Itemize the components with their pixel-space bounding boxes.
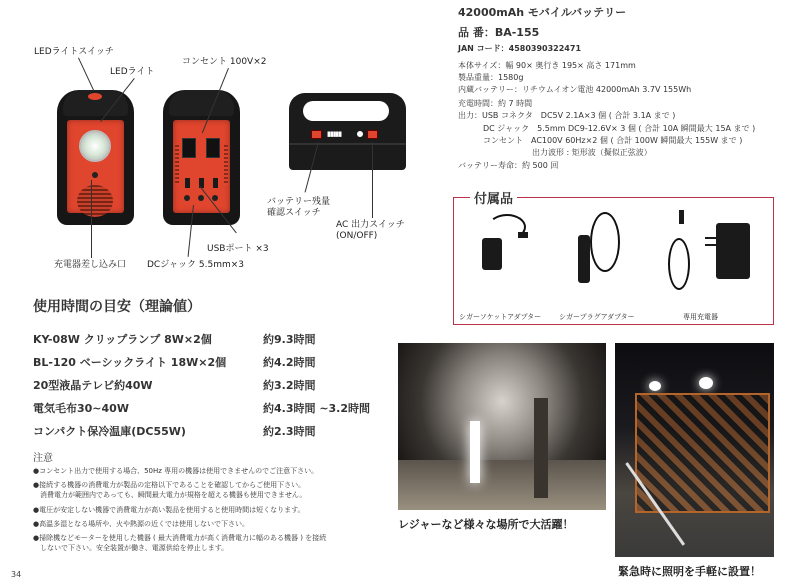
accessories-title: 付属品 — [470, 188, 517, 207]
cigar-plug-adapter-image — [578, 235, 590, 283]
caution-item: ●コンセント出力で使用する場合、50Hz 専用の機器は使用できませんのでご注意下さい。 — [33, 467, 319, 475]
caution-item: ●高温多湿となる場所や、火や熱源の近くでは使用しないで下さい。 — [33, 520, 249, 528]
label-led-light: LEDライト — [110, 67, 155, 77]
label-dc-jack: DCジャック 5.5mm×3 — [147, 260, 245, 270]
product-model: 品 番：BA-155 — [458, 26, 540, 39]
product-title: 42000mAh モバイルバッテリー — [458, 6, 627, 19]
dc-jack — [184, 195, 190, 201]
spec-battery: 内蔵バッテリー：リチウムイオン電池 42000mAh 3.7V 155Wh — [458, 85, 692, 94]
runtime-time: 約4.2時間 — [263, 356, 316, 369]
indicator-lamp — [357, 131, 363, 137]
leader-line — [78, 58, 94, 91]
device-back-view — [163, 90, 240, 225]
charger-port — [92, 172, 98, 178]
accessory-label: シガーソケットアダプター — [459, 313, 542, 321]
label-ac-switch: AC 出力スイッチ (ON/OFF) — [336, 220, 405, 241]
cigar-socket-adapter-image — [482, 238, 502, 270]
runtime-device: 20型液晶テレビ約40W — [33, 379, 153, 392]
accessory-label: 専用充電器 — [683, 313, 718, 321]
spec-output-usb: 出力：USB コネクタ DC5V 2.1A×3 個 ( 合計 3.1A まで ) — [458, 111, 676, 120]
photo-fence-night — [615, 343, 774, 557]
caution-item: ●接続する機器の消費電力が製品の定格以下であることを確認してからご使用下さい。 — [33, 481, 306, 489]
runtime-time: 約3.2時間 — [263, 379, 316, 392]
battery-check-button — [311, 130, 322, 139]
runtime-title: 使用時間の目安（理論値） — [33, 299, 201, 315]
charger-image — [716, 223, 750, 279]
spec-output-dc: DC ジャック 5.5mm DC9-12.6V× 3 個 ( 合計 10A 瞬間最大 15A まで ) — [483, 124, 756, 133]
led-switch-button — [88, 93, 102, 100]
caution-title: 注意 — [33, 453, 53, 464]
speaker-grille — [77, 185, 113, 217]
spec-battery-life: バッテリー寿命：約 500 回 — [458, 161, 559, 170]
runtime-device: KY-08W クリップランプ 8W×2個 — [33, 333, 212, 346]
label-battery-check: バッテリー残量 確認スイッチ — [267, 197, 331, 218]
label-usb-port: USBポート ×3 — [207, 244, 269, 254]
spec-size: 本体サイズ：幅 90× 奥行き 195× 高さ 171mm — [458, 61, 636, 70]
led-light — [79, 130, 111, 162]
runtime-device: 電気毛布30~40W — [33, 402, 129, 415]
leader-line — [91, 180, 92, 258]
runtime-device: コンパクト保冷温庫(DC55W) — [33, 425, 186, 438]
ac-outlet — [206, 138, 220, 158]
fence — [635, 393, 770, 513]
leader-line — [372, 142, 373, 218]
runtime-time: 約2.3時間 — [263, 425, 316, 438]
device-front-view — [57, 90, 134, 225]
caution-item: 消費電力が範囲内であっても、瞬間最大電力が規格を超える機器も使用できません。 — [33, 491, 307, 499]
spec-waveform: 出力波形 : 矩形波（擬似正弦波） — [532, 148, 652, 157]
photo-caption: 緊急時に照明を手軽に設置！ — [618, 565, 761, 578]
floodlight — [649, 381, 661, 391]
caution-item: ●電圧が安定しない機器で消費電力が高い製品を使用すると使用時間は短くなります。 — [33, 506, 305, 514]
runtime-time: 約4.3時間 ~3.2時間 — [263, 402, 371, 415]
label-led-switch: LEDライトスイッチ — [34, 47, 114, 57]
ac-output-switch — [367, 130, 378, 139]
photo-night-park — [398, 343, 606, 510]
product-jan: JAN コード：4580390322471 — [458, 44, 582, 53]
spec-output-ac: コンセント AC100V 60Hz×2 個 ( 合計 100W 瞬間最大 155W まで ) — [483, 136, 743, 145]
light-tube — [470, 421, 480, 483]
accessory-label: シガープラグアダプター — [559, 313, 635, 321]
dc-jack — [198, 195, 204, 201]
usb-port — [213, 178, 218, 188]
caution-item: しないで下さい。安全装置が働き、電源供給を停止します。 — [33, 544, 229, 552]
spec-weight: 製品重量：1580g — [458, 73, 524, 82]
battery-level-indicator: ▮▮▮▮▮ — [327, 130, 342, 138]
floodlight — [699, 377, 713, 389]
label-charger-port: 充電器差し込み口 — [54, 260, 127, 270]
runtime-device: BL-120 ベーシックライト 18W×2個 — [33, 356, 227, 369]
spec-charge-time: 充電時間：約 7 時間 — [458, 99, 533, 108]
photo-caption: レジャーなど様々な場所で大活躍！ — [398, 518, 574, 531]
dc-jack — [212, 195, 218, 201]
page-number: 34 — [11, 570, 22, 579]
ac-outlet — [182, 138, 196, 158]
label-outlet: コンセント 100V×2 — [182, 57, 267, 67]
device-top-view — [289, 93, 406, 170]
runtime-time: 約9.3時間 — [263, 333, 316, 346]
caution-item: ●掃除機などモーターを使用した機器 ( 最大消費電力が高く消費電力に幅のある機器 ) を接続 — [33, 534, 327, 542]
usb-port — [185, 178, 190, 188]
